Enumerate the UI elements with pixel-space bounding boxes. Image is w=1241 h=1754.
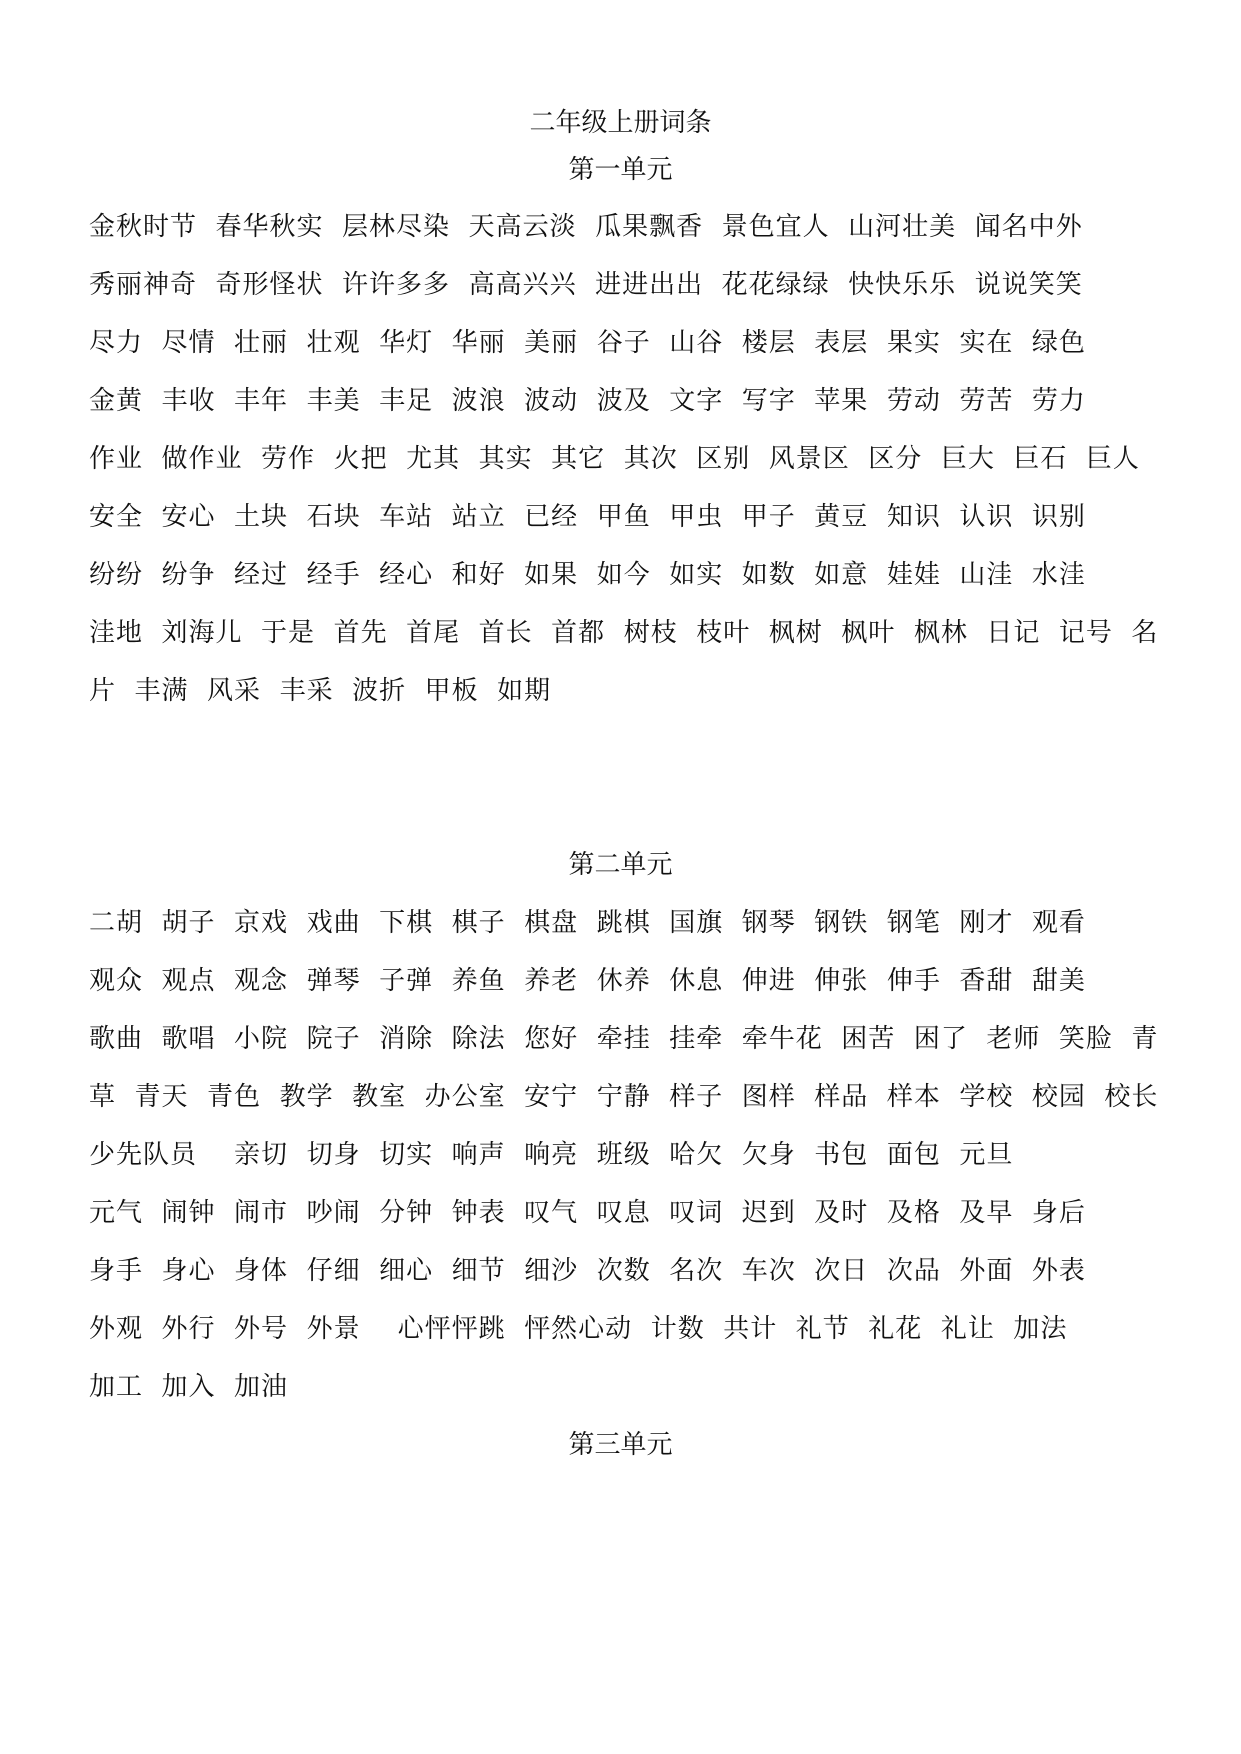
- word-line: 观众 观点 观念 弹琴 子弹 养鱼 养老 休养 休息 伸进 伸张 伸手 香甜 甜美: [89, 966, 1086, 996]
- word-line: 金黄 丰收 丰年 丰美 丰足 波浪 波动 波及 文字 写字 苹果 劳动 劳苦 劳力: [89, 386, 1086, 416]
- word-line: 加工 加入 加油: [89, 1372, 289, 1402]
- unit-title-3: 第三单元: [568, 1430, 673, 1460]
- word-line: 片 丰满 风采 丰采 波折 甲板 如期: [89, 676, 552, 706]
- word-line: 金秋时节 春华秋实 层林尽染 天高云淡 瓜果飘香 景色宜人 山河壮美 闻名中外: [89, 212, 1083, 242]
- word-line: 安全 安心 土块 石块 车站 站立 已经 甲鱼 甲虫 甲子 黄豆 知识 认识 识别: [89, 502, 1086, 532]
- word-line: 歌曲 歌唱 小院 院子 消除 除法 您好 牵挂 挂牵 牵牛花 困苦 困了 老师 笑脸 青: [89, 1024, 1159, 1054]
- unit-title-2: 第二单元: [568, 850, 673, 880]
- word-line: 作业 做作业 劳作 火把 尤其 其实 其它 其次 区别 风景区 区分 巨大 巨石 巨人: [89, 444, 1140, 474]
- word-line: 二胡 胡子 京戏 戏曲 下棋 棋子 棋盘 跳棋 国旗 钢琴 钢铁 钢笔 刚才 观看: [89, 908, 1086, 938]
- word-line: 纷纷 纷争 经过 经手 经心 和好 如果 如今 如实 如数 如意 娃娃 山洼 水洼: [89, 560, 1086, 590]
- word-line: 洼地 刘海儿 于是 首先 首尾 首长 首都 树枝 枝叶 枫树 枫叶 枫林 日记 记号 名: [89, 618, 1159, 648]
- word-line: 秀丽神奇 奇形怪状 许许多多 高高兴兴 进进出出 花花绿绿 快快乐乐 说说笑笑: [89, 270, 1083, 300]
- word-line: 外观 外行 外号 外景 心怦怦跳 怦然心动 计数 共计 礼节 礼花 礼让 加法: [89, 1314, 1068, 1344]
- word-line: 尽力 尽情 壮丽 壮观 华灯 华丽 美丽 谷子 山谷 楼层 表层 果实 实在 绿色: [89, 328, 1086, 358]
- word-line: 身手 身心 身体 仔细 细心 细节 细沙 次数 名次 车次 次日 次品 外面 外表: [89, 1256, 1086, 1286]
- word-line: 元气 闹钟 闹市 吵闹 分钟 钟表 叹气 叹息 叹词 迟到 及时 及格 及早 身后: [89, 1198, 1086, 1228]
- word-line: 少先队员 亲切 切身 切实 响声 响亮 班级 哈欠 欠身 书包 面包 元旦: [89, 1140, 1014, 1170]
- document-title: 二年级上册词条: [529, 108, 712, 138]
- unit-title-1: 第一单元: [568, 155, 673, 185]
- word-line: 草 青天 青色 教学 教室 办公室 安宁 宁静 样子 图样 样品 样本 学校 校园 校长: [89, 1082, 1159, 1112]
